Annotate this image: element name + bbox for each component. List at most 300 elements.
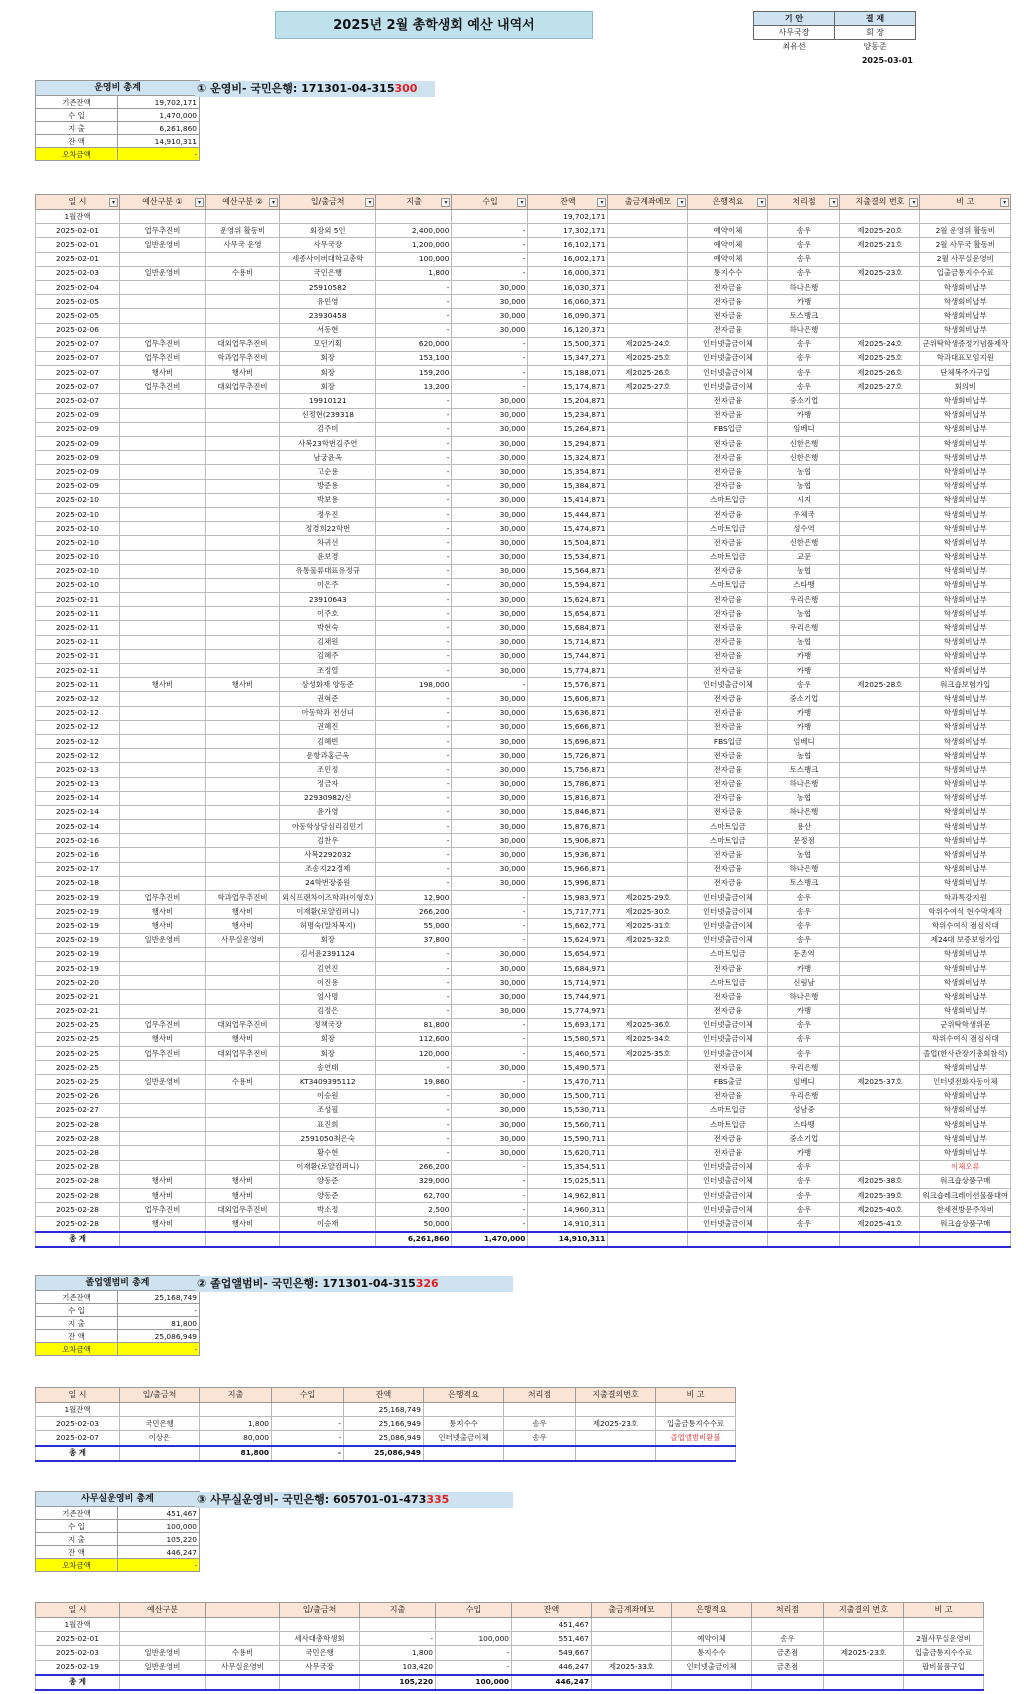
table-cell [840, 536, 920, 550]
table-row [36, 493, 1011, 507]
table-row [36, 394, 1011, 408]
table-cell: 전자금융 [688, 763, 768, 777]
table-cell [206, 593, 280, 607]
table-cell [656, 1403, 736, 1417]
summary-value: 14,910,311 [118, 135, 200, 148]
table-cell: 15,444,871 [528, 507, 608, 521]
filter-dropdown-icon[interactable]: ▾ [909, 198, 918, 207]
table-cell: 금촌점 [752, 1646, 824, 1660]
table-cell [576, 1431, 656, 1446]
filter-dropdown-icon[interactable]: ▾ [195, 198, 204, 207]
table-cell: 신한은행 [768, 451, 840, 465]
table-cell: 15,025,511 [528, 1174, 608, 1188]
summary-title: 사무실운영비 총계 [36, 1492, 200, 1507]
table-cell: 제2025-28호 [840, 678, 920, 692]
table-cell: 전자금융 [688, 309, 768, 323]
table-cell: 30,000 [452, 593, 528, 607]
table-cell: 워크숍상품구매 [920, 1217, 1011, 1232]
summary-label: 지 출 [36, 1317, 118, 1330]
table-cell [608, 777, 688, 791]
table-cell: 15,534,871 [528, 550, 608, 564]
table-cell: 학과특강지원 [920, 891, 1011, 905]
table-cell: 62,700 [376, 1188, 452, 1202]
table-cell: 카뱅 [768, 706, 840, 720]
table-cell: 전자금융 [688, 635, 768, 649]
table-cell: 학과업무추진비 [206, 891, 280, 905]
table-cell: 금촌점 [752, 1660, 824, 1675]
table-row [36, 848, 1011, 862]
table-cell: 우리은행 [768, 1061, 840, 1075]
table-cell: 아동학상담심리김민기 [280, 820, 376, 834]
table-cell: 2,400,000 [376, 224, 452, 238]
table-cell [206, 465, 280, 479]
summary-value: 25,168,749 [118, 1291, 200, 1304]
column-header[interactable]: 지출결의 번호 ▾ [840, 195, 920, 210]
table-row [36, 749, 1011, 763]
table-cell: 전자금융 [688, 564, 768, 578]
table-cell: 송우 [768, 1047, 840, 1061]
table-cell: 30,000 [452, 990, 528, 1004]
table-cell: 조송지22경제 [280, 862, 376, 876]
filter-dropdown-icon[interactable]: ▾ [1000, 198, 1009, 207]
table-cell: 제24대 보증보험가입 [920, 933, 1011, 947]
table-row [36, 252, 1011, 266]
table-cell: 2025-02-25 [36, 1018, 120, 1032]
table-cell [608, 295, 688, 309]
table-cell: 2025-02-09 [36, 437, 120, 451]
table-row [36, 734, 1011, 748]
table-cell [120, 635, 206, 649]
table-cell [920, 210, 1011, 224]
table-cell [120, 564, 206, 578]
table-row [36, 351, 1011, 365]
table-cell: 15,560,711 [528, 1118, 608, 1132]
total-cell [120, 1232, 206, 1247]
table-cell: 2025-02-01 [36, 224, 120, 238]
total-cell [672, 1675, 752, 1690]
table-cell: 15,744,871 [528, 649, 608, 663]
table-cell: 정우진 [280, 507, 376, 521]
table-cell: - [376, 947, 452, 961]
table-cell: 전자금융 [688, 437, 768, 451]
table-cell: 입출금통지수수료 [920, 266, 1011, 280]
column-header[interactable]: 예산구분 ① ▾ [120, 195, 206, 210]
column-header[interactable]: 은행적요 ▾ [688, 195, 768, 210]
table-cell: 30,000 [452, 692, 528, 706]
table-cell: 2025-02-07 [36, 1431, 120, 1446]
table-cell [840, 564, 920, 578]
table-cell [840, 848, 920, 862]
table-cell: - [376, 493, 452, 507]
table-row [36, 905, 1011, 919]
table-cell: - [376, 323, 452, 337]
table-cell: 15,414,871 [528, 493, 608, 507]
filter-dropdown-icon[interactable]: ▾ [441, 198, 450, 207]
table-cell: 30,000 [452, 1004, 528, 1018]
table-cell: 23930458 [280, 309, 376, 323]
table-cell: - [436, 1660, 512, 1675]
table-cell: - [452, 366, 528, 380]
table-cell [206, 451, 280, 465]
table-cell: - [376, 1089, 452, 1103]
table-cell: 120,000 [376, 1047, 452, 1061]
table-cell: 학생회비납부 [920, 862, 1011, 876]
table-cell: 회장 [280, 1032, 376, 1046]
column-header[interactable]: 지출 ▾ [376, 195, 452, 210]
table-cell: 2025-02-28 [36, 1174, 120, 1188]
table-cell: 모던기획 [280, 337, 376, 351]
table-cell [206, 976, 280, 990]
table-cell: - [376, 961, 452, 975]
table-cell: 군위탁학생위문 [920, 1018, 1011, 1032]
summary-value: 446,247 [118, 1546, 200, 1559]
table-cell: 이주호 [280, 607, 376, 621]
table-cell: 전자금융 [688, 692, 768, 706]
table-cell: 사무국장 [280, 238, 376, 252]
column-header[interactable]: 처리점 ▾ [768, 195, 840, 210]
table-cell: 198,000 [376, 678, 452, 692]
column-header[interactable]: 예산구분 ② ▾ [206, 195, 280, 210]
table-cell: 카뱅 [768, 664, 840, 678]
table-cell: 행사비 [206, 1217, 280, 1232]
table-cell: 15,354,871 [528, 465, 608, 479]
column-header[interactable]: 출금계좌메모 ▾ [608, 195, 688, 210]
table-cell: 회장외 5인 [280, 224, 376, 238]
table-cell: 학생회비납부 [920, 734, 1011, 748]
table-cell [840, 876, 920, 890]
table-cell: - [376, 564, 452, 578]
table-cell [608, 578, 688, 592]
table-cell [120, 437, 206, 451]
table-cell: 제2025-34호 [608, 1032, 688, 1046]
table-cell: 하나은행 [768, 777, 840, 791]
table-cell: 송우 [768, 1160, 840, 1174]
summary-label: 오차금액 [36, 148, 118, 161]
table-row [36, 1018, 1011, 1032]
table-cell: 15,876,871 [528, 820, 608, 834]
table-cell: 이승원 [280, 1089, 376, 1103]
table-cell: 제2025-33호 [592, 1660, 672, 1675]
table-cell: FBS입금 [688, 734, 768, 748]
table-cell: 학생회비납부 [920, 876, 1011, 890]
table-cell: 30,000 [452, 522, 528, 536]
table-cell [840, 295, 920, 309]
table-cell: 행사비 [206, 1174, 280, 1188]
table-cell: - [376, 834, 452, 848]
table-cell [608, 252, 688, 266]
table-cell [280, 210, 376, 224]
table-cell: 카뱅 [768, 408, 840, 422]
table-cell: 송우 [768, 252, 840, 266]
table-cell: 유통물류대표유정규 [280, 564, 376, 578]
table-cell: - [452, 1203, 528, 1217]
table-cell: 전자금융 [688, 593, 768, 607]
table-row [36, 422, 1011, 436]
table-cell: 스타뱅 [768, 1118, 840, 1132]
table-cell [840, 720, 920, 734]
table-cell: 2025-02-25 [36, 1075, 120, 1089]
table-cell [120, 990, 206, 1004]
summary-title: 졸업앨범비 총계 [36, 1276, 200, 1291]
table-cell: 송연태 [280, 1061, 376, 1075]
table-cell: 워크숍상품구매 [920, 1174, 1011, 1188]
table-cell [206, 692, 280, 706]
table-cell: 예약이체 [688, 252, 768, 266]
table-cell [768, 210, 840, 224]
filter-dropdown-icon[interactable]: ▾ [677, 198, 686, 207]
table-cell: 회의비 [920, 380, 1011, 394]
table-row [36, 621, 1011, 635]
summary-title: 운영비 총계 [36, 81, 200, 96]
table-cell: - [376, 451, 452, 465]
table-cell: 학생회비납부 [920, 493, 1011, 507]
table-cell [120, 550, 206, 564]
table-cell: 인터넷출금이체 [688, 1217, 768, 1232]
table-row [36, 990, 1011, 1004]
table-row [36, 380, 1011, 394]
table-cell: 학과업무추진비 [206, 351, 280, 365]
table-row [36, 1174, 1011, 1188]
table-cell [120, 507, 206, 521]
table-cell: 2025-02-25 [36, 1061, 120, 1075]
table-cell [840, 437, 920, 451]
table-cell: 인터넷출금이체 [688, 1160, 768, 1174]
table-cell [120, 408, 206, 422]
table-cell: 2025-02-16 [36, 834, 120, 848]
table-row [36, 437, 1011, 451]
table-cell: 이재환(로얄컴퍼니) [280, 905, 376, 919]
table-cell [206, 1089, 280, 1103]
table-cell: 전자금융 [688, 479, 768, 493]
table-cell: 2025-02-10 [36, 564, 120, 578]
total-cell [206, 1232, 280, 1247]
table-cell: 업무추진비 [120, 380, 206, 394]
total-cell [206, 1675, 280, 1690]
table-cell: 전자금융 [688, 280, 768, 294]
table-cell: 전자금융 [688, 507, 768, 521]
table-cell: 2025-02-01 [36, 252, 120, 266]
table-cell: - [376, 422, 452, 436]
table-cell: 권혜진 [280, 720, 376, 734]
table-cell: 용산 [768, 820, 840, 834]
table-cell: 인터넷출금이체 [688, 1188, 768, 1202]
table-cell: 행사비 [206, 678, 280, 692]
table-cell: 수용비 [206, 1075, 280, 1089]
table-cell: 학생회비납부 [920, 422, 1011, 436]
table-row [36, 224, 1011, 238]
table-cell: 농협 [768, 564, 840, 578]
table-cell: 워크숍레크레이션물품대여 [920, 1188, 1011, 1202]
report-date: 2025-03-01 [861, 56, 913, 65]
table-cell: 이상은 [120, 1431, 200, 1446]
table-cell: 2025-02-09 [36, 422, 120, 436]
summary-value: 105,220 [118, 1533, 200, 1546]
table-cell: 학생회비납부 [920, 961, 1011, 975]
filter-dropdown-icon[interactable]: ▾ [109, 198, 118, 207]
table-cell: 제2025-26호 [608, 366, 688, 380]
table-cell: 15,580,571 [528, 1032, 608, 1046]
table-row [36, 664, 1011, 678]
table-cell: FBS입금 [688, 422, 768, 436]
summary-label: 잔 액 [36, 135, 118, 148]
table-cell [608, 947, 688, 961]
table-cell: 15,234,871 [528, 408, 608, 422]
filter-dropdown-icon[interactable]: ▾ [517, 198, 526, 207]
table-row [36, 550, 1011, 564]
table-cell: 2025-02-28 [36, 1132, 120, 1146]
table-cell [120, 493, 206, 507]
table-cell: 행사비 [206, 905, 280, 919]
table-cell: - [376, 791, 452, 805]
table-cell: 중소기업 [768, 394, 840, 408]
table-cell: - [376, 777, 452, 791]
table-cell [608, 1217, 688, 1232]
table-cell: 15,654,871 [528, 607, 608, 621]
table-cell: 세종사이버대학교총학 [280, 252, 376, 266]
table-cell: 행사비 [120, 678, 206, 692]
table-cell: 제2025-25호 [840, 351, 920, 365]
column-header[interactable]: 수입 ▾ [452, 195, 528, 210]
table-cell [120, 791, 206, 805]
table-cell: 16,090,371 [528, 309, 608, 323]
column-header[interactable]: 일 시 ▾ [36, 195, 120, 210]
table-cell: 2025-02-13 [36, 763, 120, 777]
table-cell: 15,636,871 [528, 706, 608, 720]
column-header[interactable]: 입/출금처 ▾ [280, 195, 376, 210]
table-cell: - [376, 805, 452, 819]
table-cell [120, 692, 206, 706]
table-cell: 스마트입금 [688, 976, 768, 990]
table-cell: 30,000 [452, 465, 528, 479]
approval-role: 사무국장 [754, 26, 835, 40]
table-cell: 신정현(239318 [280, 408, 376, 422]
table-cell: 22930982/신 [280, 791, 376, 805]
table-cell: - [376, 720, 452, 734]
table-cell: 업무추진비 [120, 351, 206, 365]
table-cell [576, 1403, 656, 1417]
table-cell: 2025-02-10 [36, 550, 120, 564]
total-cell [504, 1446, 576, 1461]
table-cell: 2025-02-17 [36, 862, 120, 876]
column-header[interactable]: 비 고 ▾ [920, 195, 1011, 210]
table-cell: 15,684,871 [528, 621, 608, 635]
account-prefix: ③ 사무실운영비- 국민은행: 605701-01-473 [197, 1493, 427, 1506]
filter-dropdown-icon[interactable]: ▾ [269, 198, 278, 207]
table-cell [206, 507, 280, 521]
table-cell [608, 323, 688, 337]
table-cell: 학생회비납부 [920, 649, 1011, 663]
table-cell: 신한은행 [768, 437, 840, 451]
filter-dropdown-icon[interactable]: ▾ [757, 198, 766, 207]
table-cell: 졸업(한사관장기총회참석) [920, 1047, 1011, 1061]
table-cell: 학생회비납부 [920, 1089, 1011, 1103]
table-cell: 이재환(로얄컴퍼니) [280, 1160, 376, 1174]
table-cell: 112,600 [376, 1032, 452, 1046]
table-cell [120, 1146, 206, 1160]
table-cell: 인터넷출금이체 [688, 380, 768, 394]
table-cell: 신림남 [768, 976, 840, 990]
column-header[interactable]: 잔액 ▾ [528, 195, 608, 210]
table-cell: 중소기업 [768, 692, 840, 706]
table-cell: 송우 [768, 1174, 840, 1188]
header-row [36, 195, 1011, 210]
table-cell [752, 1618, 824, 1632]
table-cell: 2025-02-26 [36, 1089, 120, 1103]
table-cell: 2025-02-07 [36, 337, 120, 351]
approval-name: 양동준 [863, 42, 887, 51]
table-cell: - [272, 1417, 344, 1431]
table-cell: 30,000 [452, 635, 528, 649]
table-cell: 2025-02-07 [36, 380, 120, 394]
table-cell: 제2025-23호 [824, 1646, 904, 1660]
table-cell: 송우 [504, 1417, 576, 1431]
table-cell: 2025-02-13 [36, 777, 120, 791]
table-cell: 2025-02-12 [36, 749, 120, 763]
table-cell: 159,200 [376, 366, 452, 380]
table-cell: 2025-02-07 [36, 351, 120, 365]
table-cell [608, 1089, 688, 1103]
table-cell: - [452, 380, 528, 394]
table-cell: 30,000 [452, 876, 528, 890]
filter-dropdown-icon[interactable]: ▾ [365, 198, 374, 207]
table-cell: 농협 [768, 479, 840, 493]
table-cell [840, 820, 920, 834]
table-cell: 30,000 [452, 493, 528, 507]
table-cell: 15,983,971 [528, 891, 608, 905]
table-cell [840, 1018, 920, 1032]
table-cell: 이체오류 [920, 1160, 1011, 1174]
table-cell: 인터넷출금이체 [688, 905, 768, 919]
table-cell [840, 664, 920, 678]
table-cell: - [452, 678, 528, 692]
table-cell: 15,324,871 [528, 451, 608, 465]
table-cell: 2025-02-09 [36, 408, 120, 422]
total-cell [688, 1232, 768, 1247]
table-cell: 학생회비납부 [920, 1146, 1011, 1160]
table-cell: 송우 [768, 224, 840, 238]
table-cell: 12,900 [376, 891, 452, 905]
table-cell: 하나은행 [768, 323, 840, 337]
table-cell: - [376, 607, 452, 621]
column-header [206, 1603, 280, 1618]
summary-value: 19,702,171 [118, 96, 200, 109]
table-cell: 제2025-20호 [840, 224, 920, 238]
table-cell [840, 649, 920, 663]
table-cell: - [376, 706, 452, 720]
table-cell: 15,620,711 [528, 1146, 608, 1160]
filter-dropdown-icon[interactable]: ▾ [597, 198, 606, 207]
table-cell [206, 876, 280, 890]
table-cell: 2025-02-01 [36, 238, 120, 252]
table-cell: - [376, 522, 452, 536]
column-header: 비 고 [904, 1603, 984, 1618]
table-cell: 2025-02-09 [36, 479, 120, 493]
table-row [36, 210, 1011, 224]
table-cell: 국민은행 [120, 1417, 200, 1431]
table-cell: 15,530,711 [528, 1103, 608, 1117]
table-cell: 제2025-30호 [608, 905, 688, 919]
filter-dropdown-icon[interactable]: ▾ [829, 198, 838, 207]
table-cell [272, 1403, 344, 1417]
column-header: 수입 [272, 1388, 344, 1403]
table-cell [120, 664, 206, 678]
table-cell [608, 522, 688, 536]
table-cell: 카뱅 [768, 1004, 840, 1018]
table-cell: 2025-02-12 [36, 734, 120, 748]
table-cell [120, 749, 206, 763]
table-cell [120, 805, 206, 819]
table-cell: 행사비 [120, 1032, 206, 1046]
